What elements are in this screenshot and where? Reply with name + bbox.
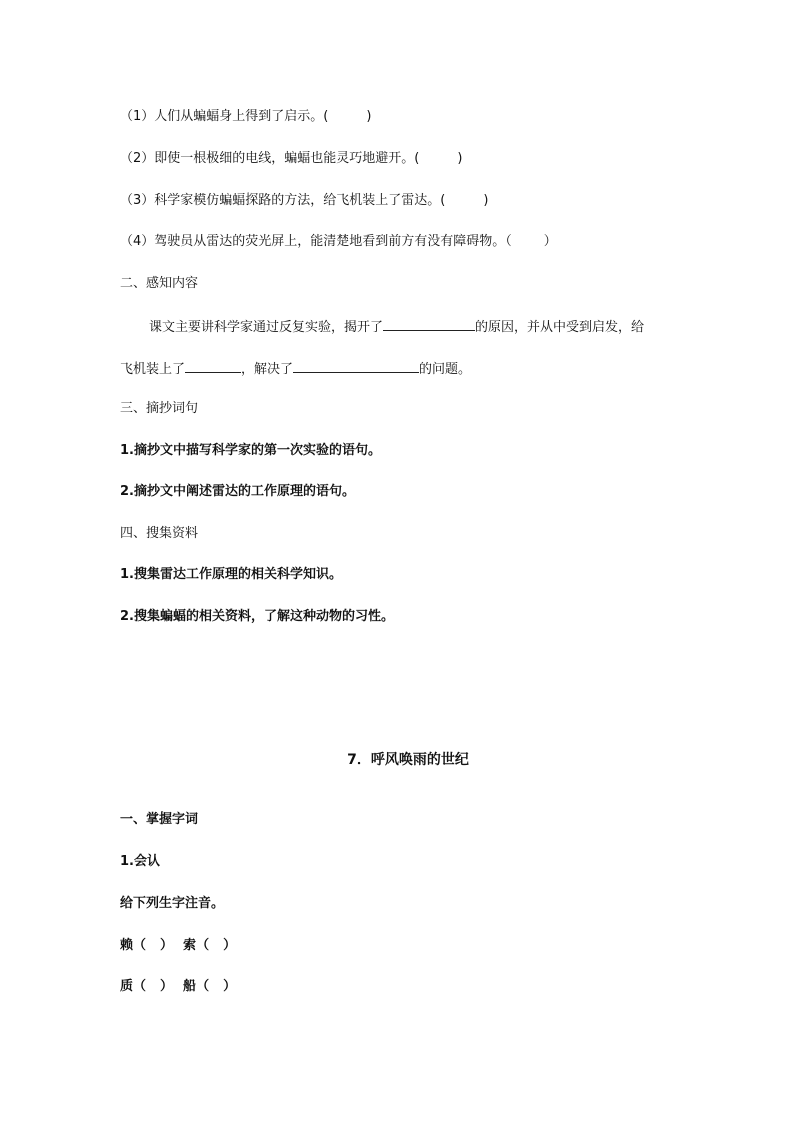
section-4-heading: 四、搜集资料 [120, 526, 199, 541]
lesson-7-instruction: 给下列生字注音。 [120, 896, 225, 911]
section-3-heading: 三、摘抄词句 [120, 401, 199, 416]
judge-item-4-text: （4）驾驶员从雷达的荧光屏上，能清楚地看到前方有没有障碍物。（ [120, 234, 512, 249]
section-2-p2-b: ，解决了 [241, 362, 294, 377]
judge-item-2-close: ) [457, 151, 463, 166]
section-2-p2-c: 的问题。 [419, 362, 472, 377]
pinyin-char-zhi: 质 [120, 979, 134, 994]
section-2-heading: 二、感知内容 [120, 276, 199, 291]
pinyin-char-lai: 赖 [120, 938, 134, 953]
pinyin-row-2 [120, 978, 236, 996]
pinyin-row-1 [120, 937, 236, 955]
pinyin-open-paren: （ [196, 979, 210, 994]
judge-item-1 [120, 108, 371, 126]
pinyin-close-paren: ） [160, 979, 174, 994]
section-2-paragraph-line-1 [149, 317, 644, 337]
fill-blank-3[interactable] [293, 359, 419, 373]
section-2-paragraph-line-2 [120, 359, 471, 379]
judge-item-3-text: （3）科学家模仿蝙蝠探路的方法，给飞机装上了雷达。( [120, 193, 446, 208]
lesson-7-title: 7．呼风唤雨的世纪 [347, 752, 469, 768]
judge-item-2 [120, 150, 462, 168]
section-4-item-2: 2.搜集蝙蝠的相关资料，了解这种动物的习性。 [120, 609, 394, 624]
section-4-item-1: 1.搜集雷达工作原理的相关科学知识。 [120, 567, 342, 582]
section-2-p1-b: 的原因，并从中受到启发，给 [475, 320, 645, 335]
pinyin-close-paren: ） [223, 938, 237, 953]
fill-blank-1[interactable] [383, 317, 475, 331]
judge-item-2-text: （2）即使一根极细的电线，蝙蝠也能灵巧地避开。( [120, 151, 420, 166]
judge-item-4 [120, 233, 557, 251]
pinyin-open-paren: （ [133, 938, 147, 953]
pinyin-close-paren: ） [223, 979, 237, 994]
judge-item-3-close: ) [483, 193, 489, 208]
lesson-7-subheading: 1.会认 [120, 854, 160, 869]
pinyin-open-paren: （ [196, 938, 210, 953]
judge-item-1-text: （1）人们从蝙蝠身上得到了启示。( [120, 109, 329, 124]
pinyin-char-suo: 索 [183, 938, 197, 953]
pinyin-open-paren: （ [133, 979, 147, 994]
pinyin-close-paren: ） [160, 938, 174, 953]
fill-blank-2[interactable] [185, 359, 241, 373]
judge-item-1-close: ) [366, 109, 372, 124]
section-2-p2-a: 飞机装上了 [120, 362, 186, 377]
lesson-7-heading: 一、掌握字词 [120, 812, 199, 827]
section-3-item-1: 1.摘抄文中描写科学家的第一次实验的语句。 [120, 443, 381, 458]
section-3-item-2: 2.摘抄文中阐述雷达的工作原理的语句。 [120, 484, 355, 499]
judge-item-4-close: ） [543, 234, 557, 249]
section-2-p1-a: 课文主要讲科学家通过反复实验，揭开了 [149, 320, 384, 335]
pinyin-char-chuan: 船 [183, 979, 197, 994]
judge-item-3 [120, 192, 488, 210]
